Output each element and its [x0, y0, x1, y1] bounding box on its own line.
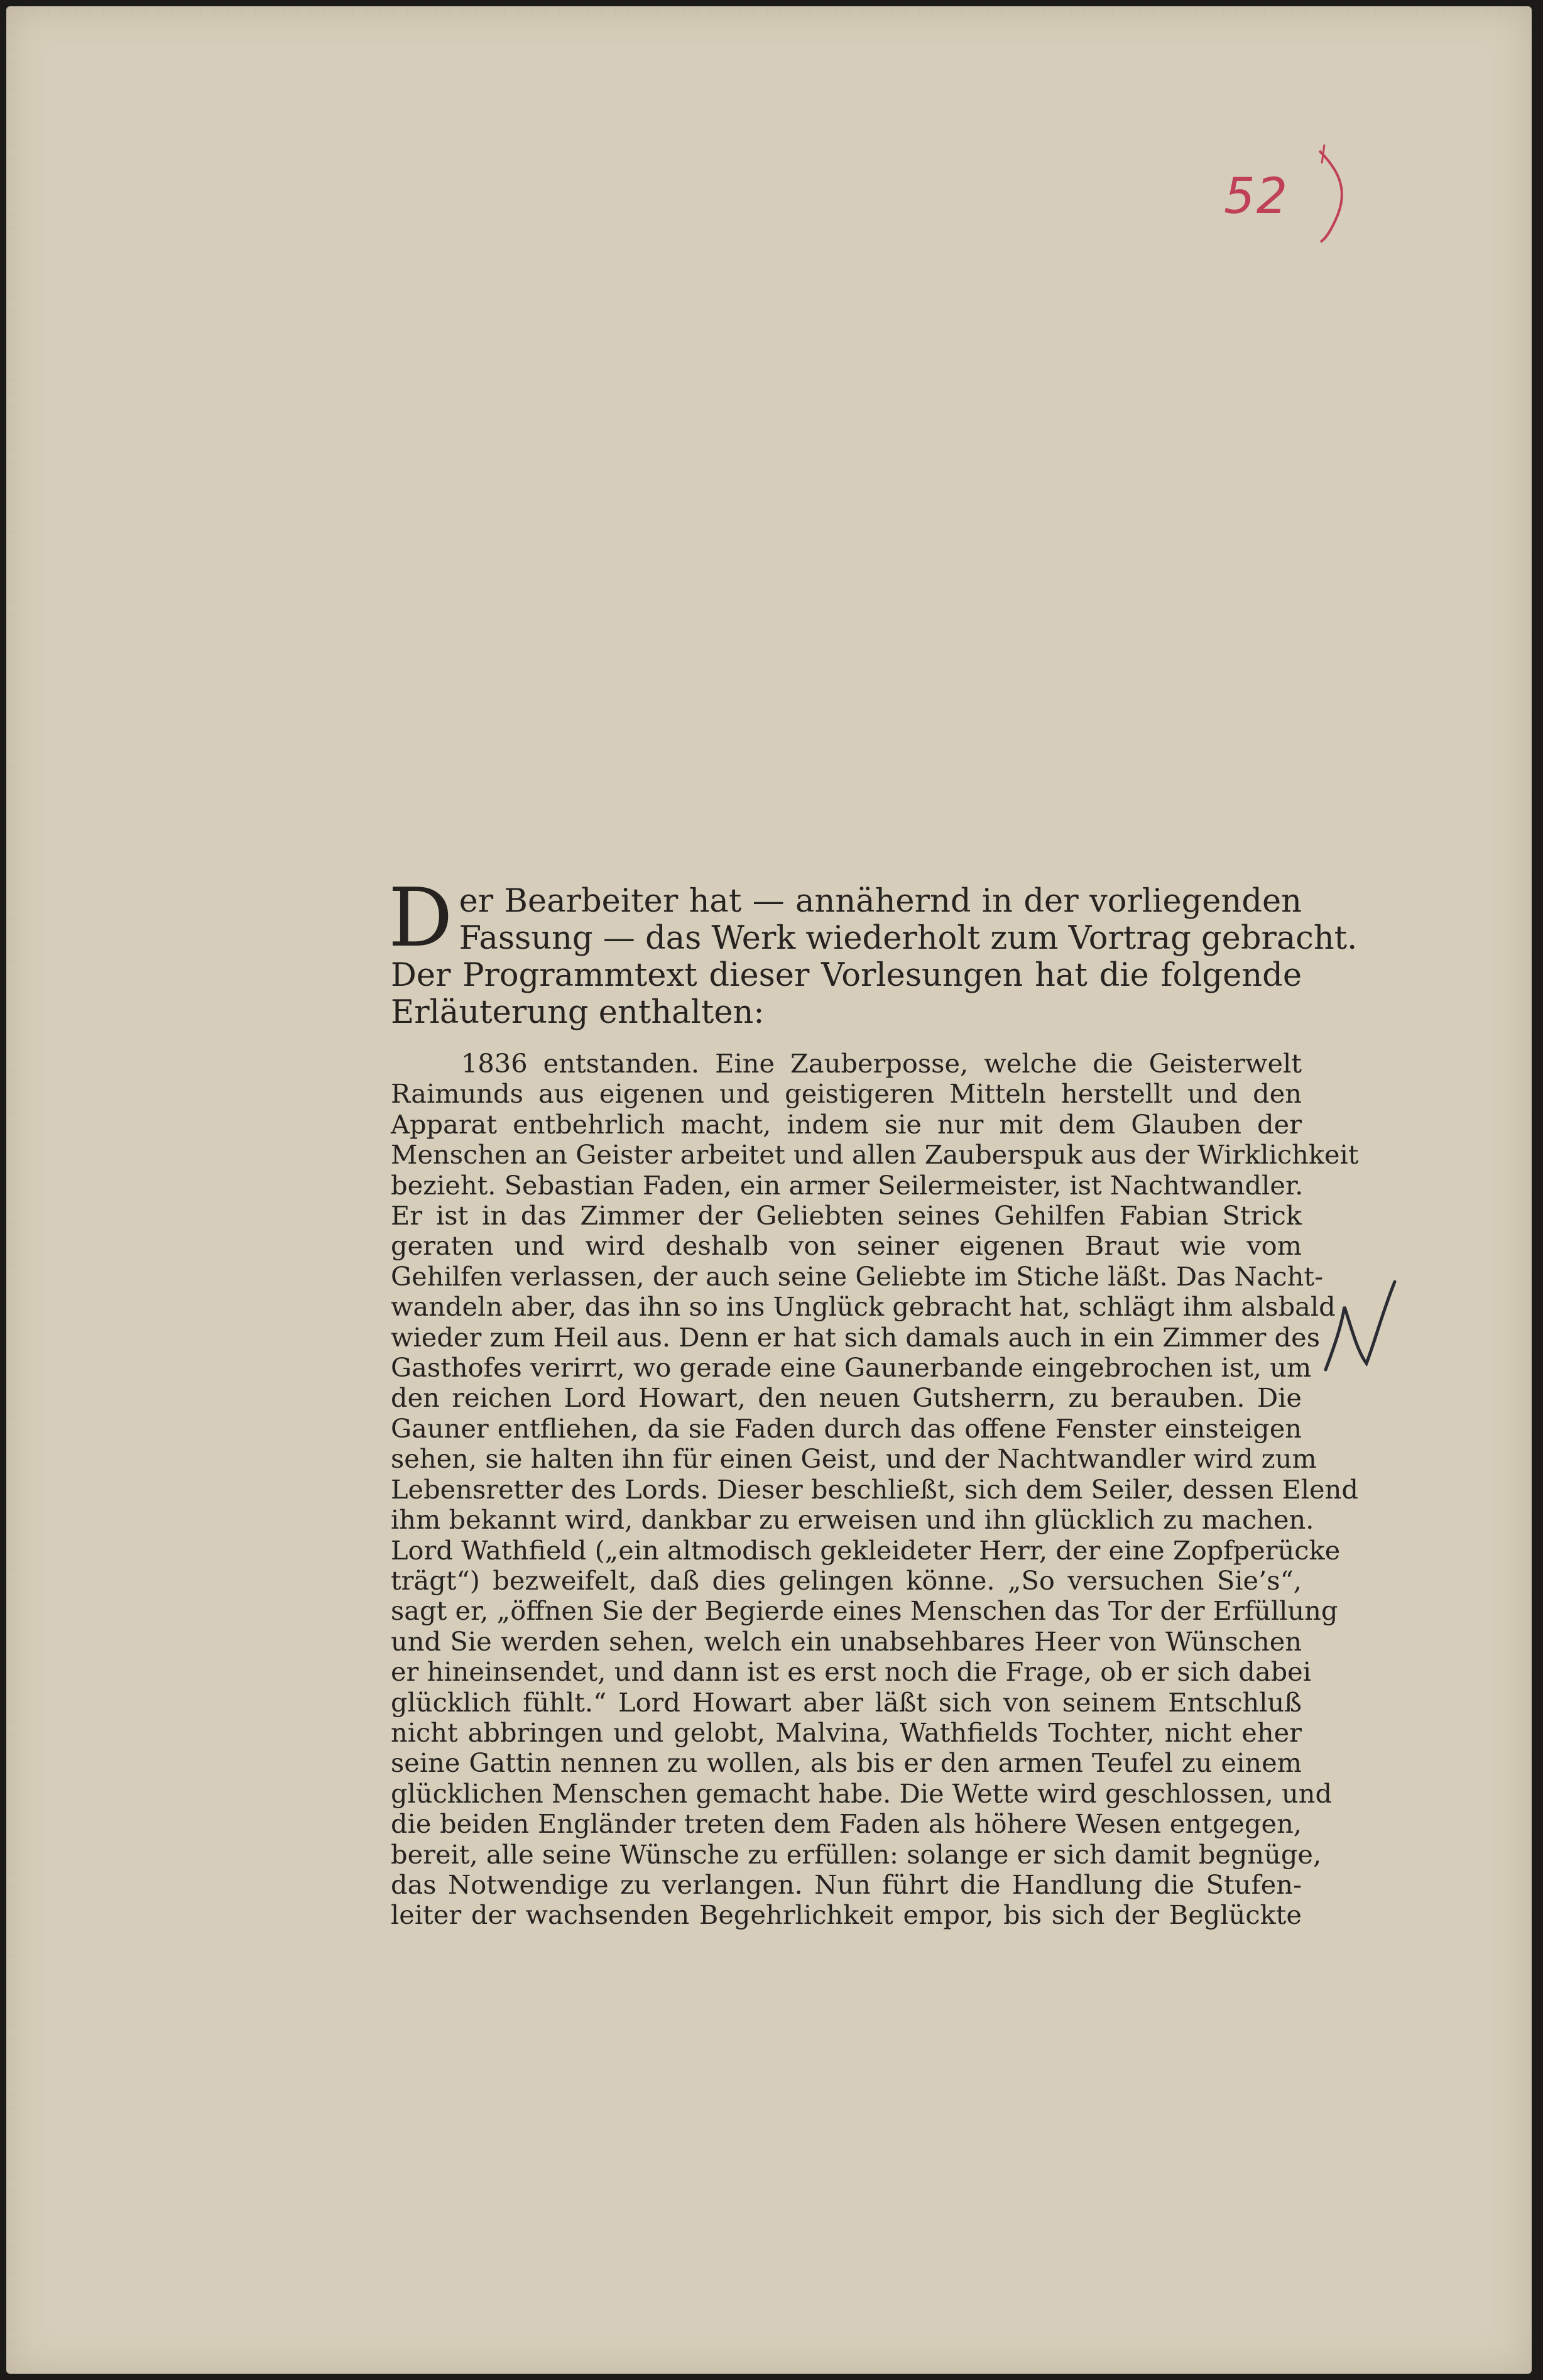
body-line: glücklich fühlt.“ Lord Howart aber läßt sich von seinem Entschluß [391, 1686, 1302, 1718]
intro-paragraph [388, 871, 1358, 1031]
text-block [388, 871, 1359, 1931]
intro-line: Fassung — das Werk wiederholt zum Vortrag gebracht. [459, 920, 1358, 957]
body-line: Apparat entbehrlich macht, indem sie nur mit dem Glauben der [391, 1108, 1302, 1140]
body-line: die beiden Engländer treten dem Faden als höhere Wesen entgegen, [391, 1808, 1302, 1840]
body-line: trägt“) bezweifelt, daß dies gelingen könne. „So versuchen Sie’s“, [391, 1564, 1302, 1596]
body-line: wieder zum Heil aus. Denn er hat sich damals auch in ein Zimmer des [391, 1321, 1320, 1353]
body-line: Menschen an Geister arbeitet und allen Zauberspuk aus der Wirklichkeit [391, 1139, 1359, 1171]
folio-number: 52 [1224, 168, 1289, 225]
body-line: wandeln aber, das ihn so ins Unglück gebracht hat, schlägt ihm alsbald [391, 1291, 1336, 1323]
document-page [6, 6, 1532, 2374]
intro-line: er Bearbeiter hat — annähernd in der vorliegenden [459, 883, 1302, 920]
body-line: nicht abbringen und gelobt, Malvina, Wathfields Tochter, nicht eher [391, 1717, 1302, 1748]
body-line: und Sie werden sehen, welch ein unabsehbares Heer von Wünschen [391, 1625, 1302, 1657]
body-line: Er ist in das Zimmer der Geliebten seines Gehilfen Fabian Strick [391, 1200, 1302, 1231]
body-line: Lebensretter des Lords. Dieser beschließt, sich dem Seiler, dessen Elend [391, 1473, 1358, 1505]
top-edge [6, 6, 1532, 15]
body-line: er hineinsendet, und dann ist es erst noch die Frage, ob er sich dabei [391, 1656, 1311, 1688]
intro-line: Erläuterung enthalten: [391, 994, 765, 1031]
body-line: Gasthofes verirrt, wo gerade eine Gaunerbande eingebrochen ist, um [391, 1352, 1312, 1384]
body-line: bereit, alle seine Wünsche zu erfüllen: solange er sich damit begnüge, [391, 1838, 1322, 1870]
body-line: Raimunds aus eigenen und geistigeren Mitteln herstellt und den [391, 1078, 1302, 1110]
body-line: seine Gattin nennen zu wollen, als bis er den armen Teufel zu einem [391, 1747, 1302, 1779]
handwritten-margin-mark [1313, 1269, 1426, 1376]
body-paragraph [391, 1048, 1359, 1931]
body-line: Lord Wathfield („ein altmodisch gekleideter Herr, der eine Zopfperücke [391, 1534, 1341, 1566]
folio-bracket-mark [1313, 145, 1357, 245]
body-line: bezieht. Sebastian Faden, ein armer Seilermeister, ist Nachtwandler. [391, 1169, 1304, 1201]
body-line: Gauner entfliehen, da sie Faden durch das offene Fenster einsteigen [391, 1412, 1302, 1444]
body-line: Gehilfen verlassen, der auch seine Geliebte im Stiche läßt. Das Nacht- [391, 1260, 1324, 1292]
drop-cap: D [388, 871, 453, 965]
intro-line: Der Programmtext dieser Vorlesungen hat die folgende [391, 957, 1302, 994]
body-line: sehen, sie halten ihn für einen Geist, und der Nachtwandler wird zum [391, 1443, 1317, 1475]
body-line: geraten und wird deshalb von seiner eigenen Braut wie vom [391, 1230, 1302, 1262]
body-line: 1836 entstanden. Eine Zauberposse, welche die Geisterwelt [461, 1048, 1302, 1079]
body-line: glücklichen Menschen gemacht habe. Die Wette wird geschlossen, und [391, 1777, 1333, 1809]
left-edge [6, 6, 15, 2374]
body-line: ihm bekannt wird, dankbar zu erweisen und ihn glücklich zu machen. [391, 1504, 1314, 1536]
body-line: sagt er, „öffnen Sie der Begierde eines Menschen das Tor der Erfüllung [391, 1595, 1338, 1627]
body-line: das Notwendige zu verlangen. Nun führt die Handlung die Stufen- [391, 1869, 1302, 1900]
body-line: leiter der wachsenden Begehrlichkeit empor, bis sich der Beglückte [391, 1899, 1302, 1931]
body-line: den reichen Lord Howart, den neuen Gutsherrn, zu berauben. Die [391, 1382, 1302, 1414]
